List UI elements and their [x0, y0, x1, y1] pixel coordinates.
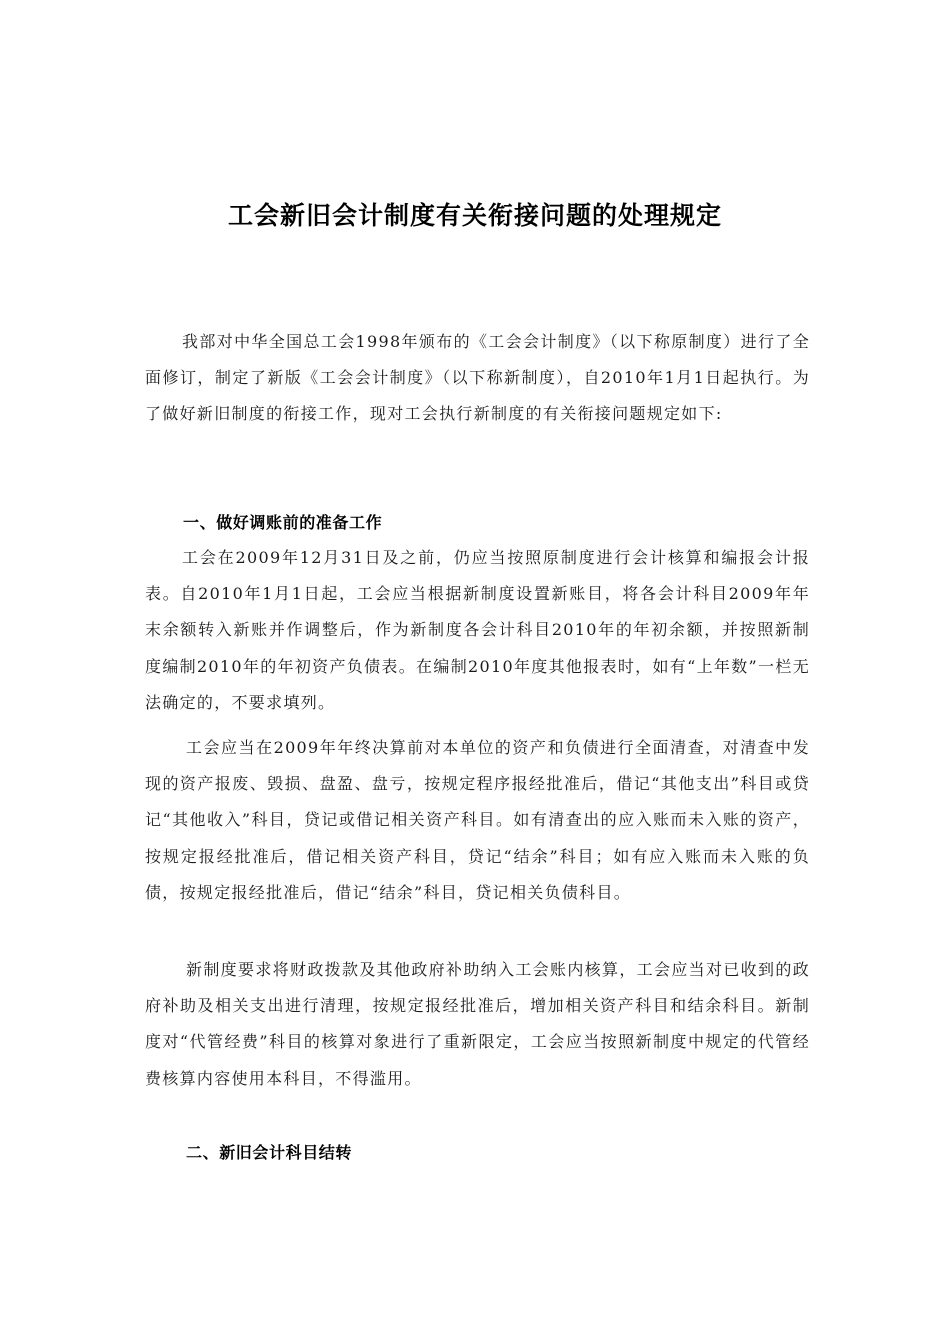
- section-1-paragraph-1: 工会在2009年12月31日及之前，仍应当按照原制度进行会计核算和编报会计报表。自2010年1月1日起，工会应当根据新制度设置新账目，将各会计科目2009年年末余额转入新账并作调整后，作为新制度各会计科目2010年的年初余额，并按照新制度编制2010年的年初资产负债表。在编制2010年度其他报表时，如有“上年数”一栏无法确定的，不要求填列。: [145, 548, 810, 712]
- document-title: 工会新旧会计制度有关衔接问题的处理规定: [227, 201, 722, 230]
- section-heading-1: 一、做好调账前的准备工作: [183, 513, 383, 532]
- section-1-paragraph-3: 新制度要求将财政拨款及其他政府补助纳入工会账内核算，工会应当对已收到的政府补助及相关支出进行清理，按规定报经批准后，增加相关资产科目和结余科目。新制度对“代管经费”科目的核算对象进行了重新限定，工会应当按照新制度中规定的代管经费核算内容使用本科目，不得滥用。: [145, 960, 810, 1088]
- section-1-paragraph-2: 工会应当在2009年年终决算前对本单位的资产和负债进行全面清查，对清查中发现的资产报废、毁损、盘盈、盘亏，按规定程序报经批准后，借记“其他支出”科目或贷记“其他收入”科目，贷记或借记相关资产科目。如有清查出的应入账而未入账的资产，按规定报经批准后，借记相关资产科目，贷记“结余”科目；如有应入账而未入账的负债，按规定报经批准后，借记“结余”科目，贷记相关负债科目。: [145, 738, 810, 902]
- intro-paragraph: 我部对中华全国总工会1998年颁布的《工会会计制度》（以下称原制度）进行了全面修订，制定了新版《工会会计制度》（以下称新制度），自2010年1月1日起执行。为了做好新旧制度的衔接工作，现对工会执行新制度的有关衔接问题规定如下:: [145, 332, 810, 424]
- section-heading-2: 二、新旧会计科目结转: [186, 1143, 353, 1162]
